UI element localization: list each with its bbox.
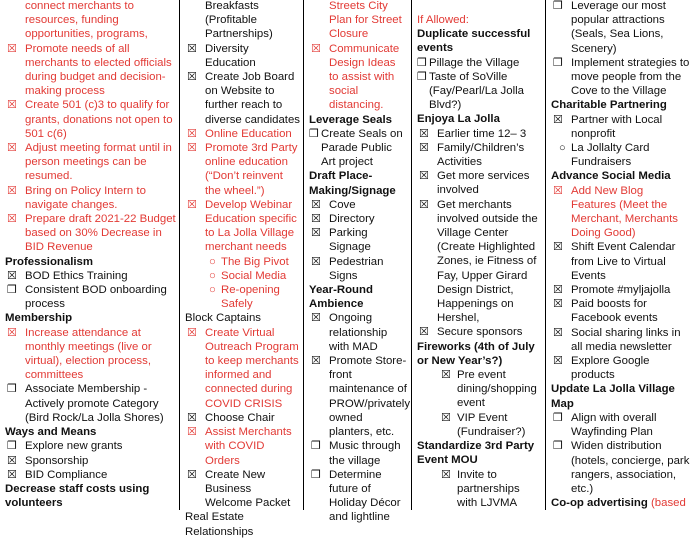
item-text: Leverage our most popular attractions (Seals, Sea Lions, Scenery) xyxy=(571,0,666,55)
circle-bullet-icon: ○ xyxy=(209,269,216,282)
item-text: Get more services involved xyxy=(437,170,530,197)
checklist-item xyxy=(551,297,690,325)
item-text: Prepare draft 2021-22 Budget based on 30% Decrease in BID Revenue xyxy=(25,213,176,254)
column-1 xyxy=(0,0,179,510)
checklist-item xyxy=(5,468,176,482)
checklist-subitem xyxy=(417,468,542,511)
item-text: Invite to partnerships with LJVMA xyxy=(457,468,520,509)
checklist-item xyxy=(5,0,176,42)
checked-box-icon: ☒ xyxy=(311,355,321,368)
empty-box-icon: ❒ xyxy=(553,56,563,69)
section-heading: Charitable Partnering xyxy=(551,99,667,112)
empty-box-icon: ❒ xyxy=(7,284,17,297)
plain-text: Real Estate Relationships xyxy=(185,511,254,538)
checklist-item xyxy=(551,184,690,241)
item-text: Online Education xyxy=(205,127,292,140)
checklist-item xyxy=(185,42,300,70)
item-text: Assist Merchants with COVID Orders xyxy=(205,426,292,467)
heading-text: Co-op advertising xyxy=(551,497,648,510)
empty-box-icon: ❒ xyxy=(311,468,321,481)
checklist-item xyxy=(551,56,690,99)
checklist-item xyxy=(309,311,408,354)
checked-box-icon: ☒ xyxy=(419,127,429,140)
item-text: Develop Webinar Education specific to La Jolla Village merchant needs xyxy=(205,198,297,254)
section-heading: Decrease staff costs using volunteers xyxy=(5,482,150,510)
checked-box-icon: ☒ xyxy=(419,170,429,183)
checklist-item xyxy=(5,42,176,99)
spacer xyxy=(417,0,542,13)
checklist-item xyxy=(309,468,408,525)
checklist-item xyxy=(5,269,176,283)
checklist-item xyxy=(417,70,542,113)
checklist-item xyxy=(309,226,408,254)
checked-box-icon: ☒ xyxy=(311,312,321,325)
checklist-item xyxy=(551,326,690,354)
checked-box-icon: ☒ xyxy=(553,355,563,368)
item-text: BID Compliance xyxy=(25,468,108,481)
item-text: Align with overall Wayfinding Plan xyxy=(571,411,657,439)
section-heading: Leverage Seals xyxy=(309,113,392,126)
checklist-item xyxy=(309,127,408,170)
item-text: Create Seals on Parade Public Art project xyxy=(321,127,403,169)
item-text: Explore new grants xyxy=(25,440,123,453)
checked-box-icon: ☒ xyxy=(553,113,563,126)
plain-text: Breakfasts (Profitable Partnerships) xyxy=(205,0,273,41)
checklist-item xyxy=(185,198,300,255)
item-text: Adjust meeting format until in person meetings can be resumed. xyxy=(25,142,172,183)
circle-bullet-icon: ○ xyxy=(209,284,216,297)
checklist-item xyxy=(5,184,176,212)
checklist-item xyxy=(551,411,690,439)
checked-box-icon: ☒ xyxy=(187,468,197,481)
item-text: Secure sponsors xyxy=(437,326,523,339)
checklist-item xyxy=(5,212,176,255)
checked-box-icon: ☒ xyxy=(7,142,17,155)
item-text: Shift Event Calendar from Live to Virtual Events xyxy=(571,241,676,282)
checked-box-icon: ☒ xyxy=(311,213,321,226)
item-text: connect merchants to resources, funding opportunities, programs, xyxy=(25,0,148,41)
item-text: Implement strategies to move people from the Cove to the Village xyxy=(571,56,690,98)
item-text: Create Virtual Outreach Program to keep merchants informed and connected during COVID CRISIS xyxy=(205,326,299,410)
item-text: Create New Business Welcome Packet xyxy=(205,468,291,510)
checked-box-icon: ☒ xyxy=(7,269,17,282)
section-heading: Ways and Means xyxy=(5,426,97,439)
empty-box-icon: ❒ xyxy=(553,0,563,12)
item-text: Cove xyxy=(329,198,356,211)
checklist-item xyxy=(309,439,408,467)
section-heading: Standardize 3rd Party Event MOU xyxy=(417,440,535,467)
empty-box-icon: ❒ xyxy=(7,440,17,453)
checklist-item xyxy=(551,439,690,496)
section-heading: Professionalism xyxy=(5,255,93,268)
item-text: Pre event dining/shopping event xyxy=(457,369,537,410)
checklist-item xyxy=(309,255,408,283)
item-text: Family/Children’s Activities xyxy=(437,141,525,169)
checked-box-icon: ☒ xyxy=(553,326,563,339)
checked-box-icon: ☒ xyxy=(7,213,17,226)
item-text: Parking Signage xyxy=(329,227,371,254)
checked-box-icon: ☒ xyxy=(311,255,321,268)
item-text: Taste of SoVille (Fay/Pearl/La Jolla Blvd?) xyxy=(429,70,524,112)
item-text: Promote #myljajolla xyxy=(571,284,671,297)
empty-box-icon: ❒ xyxy=(7,383,17,396)
checklist-item xyxy=(417,127,542,141)
item-text: The Big Pivot xyxy=(221,255,289,268)
checked-box-icon: ☒ xyxy=(553,241,563,254)
checked-box-icon: ☒ xyxy=(187,411,197,424)
section-heading: Duplicate successful events xyxy=(417,28,531,55)
item-text: Get merchants involved outside the Village Center (Create Highlighted Zones, ie Fitness of Fay, Upper Girard Design District, Happenings on Hershel, xyxy=(437,198,538,325)
checklist-item xyxy=(417,325,542,339)
checklist-item xyxy=(185,326,300,411)
section-heading-conditional: If Allowed: xyxy=(417,14,469,26)
item-text: Associate Membership - Actively promote Category (Bird Rock/La Jolla Shores) xyxy=(25,383,164,424)
column-5 xyxy=(545,0,693,510)
checklist-item xyxy=(417,141,542,169)
checklist-item xyxy=(185,70,300,127)
checklist-item xyxy=(5,326,176,383)
checklist-item xyxy=(551,354,690,382)
checked-box-icon: ☒ xyxy=(419,141,429,154)
checklist-item xyxy=(185,411,300,425)
checked-box-icon: ☒ xyxy=(7,42,17,55)
checklist-item xyxy=(185,141,300,198)
checked-box-icon: ☒ xyxy=(187,127,197,140)
item-text: Partner with Local nonprofit xyxy=(571,113,663,140)
checked-box-icon: ☒ xyxy=(187,71,197,84)
sub-bullet-item xyxy=(185,269,300,283)
checklist-item xyxy=(309,212,408,226)
checked-box-icon: ☒ xyxy=(311,227,321,240)
column-2 xyxy=(179,0,303,538)
column-4 xyxy=(411,0,545,510)
checklist-item xyxy=(185,468,300,511)
heading-note: (based xyxy=(651,497,686,510)
checklist-item xyxy=(551,283,690,297)
section-heading: Draft Place-Making/Signage xyxy=(309,170,396,197)
checked-box-icon: ☒ xyxy=(7,326,17,339)
checklist-item xyxy=(5,382,176,425)
item-text: VIP Event (Fundraiser?) xyxy=(457,411,526,438)
sub-bullet-item xyxy=(185,255,300,269)
item-text: Music through the village xyxy=(329,440,401,467)
empty-box-icon: ❒ xyxy=(553,440,563,453)
item-text: Pillage the Village xyxy=(429,56,520,69)
checked-box-icon: ☒ xyxy=(187,326,197,339)
item-text: Promote Store-front maintenance of PROW/privately owned planters, etc. xyxy=(329,355,411,439)
section-heading: Advance Social Media xyxy=(551,170,671,183)
column-3 xyxy=(303,0,411,524)
checked-box-icon: ☒ xyxy=(311,198,321,211)
item-text: Increase attendance at monthly meetings (live or virtual), election process, committees xyxy=(25,326,152,382)
item-text: Promote 3rd Party online education (“Don’t reinvent the wheel.”) xyxy=(205,142,298,197)
section-heading: Membership xyxy=(5,312,73,325)
checklist-subitem xyxy=(417,368,542,411)
checked-box-icon: ☒ xyxy=(7,454,17,467)
checklist-item xyxy=(417,198,542,326)
item-text: Promote needs of all merchants to elected officials during budget and decision-making process xyxy=(25,42,172,98)
item-text: Social Media xyxy=(221,269,287,282)
empty-box-icon: ❒ xyxy=(417,70,427,83)
checklist-item xyxy=(417,56,542,70)
checked-box-icon: ☒ xyxy=(187,42,197,55)
section-heading: Update La Jolla Village Map xyxy=(551,383,675,410)
item-text: Sponsorship xyxy=(25,454,89,467)
checklist-subitem xyxy=(417,411,542,439)
item-text: Bring on Policy Intern to navigate changes. xyxy=(25,184,146,211)
checklist-item xyxy=(309,42,408,113)
empty-box-icon: ❒ xyxy=(311,440,321,453)
checklist-item xyxy=(185,425,300,468)
checked-box-icon: ☒ xyxy=(187,426,197,439)
checked-box-icon: ☒ xyxy=(441,369,451,382)
item-text: Create Job Board on Website to further reach to diverse candidates xyxy=(205,71,300,126)
section-heading xyxy=(551,496,690,510)
checked-box-icon: ☒ xyxy=(419,198,429,211)
checklist-item xyxy=(5,141,176,184)
item-text: Paid boosts for Facebook events xyxy=(571,298,658,325)
checklist-item xyxy=(309,198,408,212)
checked-box-icon: ☒ xyxy=(7,99,17,112)
item-text: Re-opening Safely xyxy=(221,284,280,311)
item-text: Social sharing links in all media newsletter xyxy=(571,326,681,353)
item-text: Create 501 (c)3 to qualify for grants, donations not open to 501 c(6) xyxy=(25,99,173,140)
item-text: La Jollalty Card Fundraisers xyxy=(571,142,650,169)
empty-box-icon: ❒ xyxy=(553,411,563,424)
circle-bullet-icon: ○ xyxy=(209,255,216,268)
item-text: Widen distribution (hotels, concierge, park rangers, association, etc.) xyxy=(571,440,690,495)
checked-box-icon: ☒ xyxy=(187,142,197,155)
checked-box-icon: ☒ xyxy=(553,284,563,297)
circle-bullet-icon: ○ xyxy=(559,142,566,155)
checklist-item xyxy=(417,169,542,197)
item-text: Diversity Education xyxy=(205,42,256,69)
checked-box-icon: ☒ xyxy=(7,468,17,481)
item-text: Ongoing relationship with MAD xyxy=(329,312,388,353)
checked-box-icon: ☒ xyxy=(441,411,451,424)
item-text: Determine future of Holiday Décor and lightline xyxy=(329,468,401,524)
item-text: Explore Google products xyxy=(571,355,650,382)
empty-box-icon: ❒ xyxy=(309,127,319,140)
checklist-item xyxy=(551,240,690,283)
item-text: BOD Ethics Training xyxy=(25,269,128,282)
item-text: Pedestrian Signs xyxy=(329,255,384,282)
checked-box-icon: ☒ xyxy=(553,184,563,197)
section-heading: Year-Round Ambience xyxy=(309,284,373,311)
item-text: Directory xyxy=(329,213,375,226)
item-text: Consistent BOD onboarding process xyxy=(25,284,167,311)
checklist-item xyxy=(551,113,690,141)
checklist-item xyxy=(551,0,690,56)
section-heading: Fireworks (4th of July or New Year’s?) xyxy=(417,340,535,367)
checklist-item xyxy=(5,454,176,468)
plain-text: Streets City Plan for Street Closure xyxy=(329,0,402,41)
sub-bullet-item xyxy=(185,283,300,311)
checklist-item xyxy=(5,283,176,311)
item-text: Choose Chair xyxy=(205,411,275,424)
checked-box-icon: ☒ xyxy=(311,42,321,55)
empty-box-icon: ❒ xyxy=(417,56,427,69)
item-text: Communicate Design Ideas to assist with social distancing. xyxy=(329,42,400,112)
item-text: Earlier time 12– 3 xyxy=(437,127,527,140)
checked-box-icon: ☒ xyxy=(187,198,197,211)
item-text: Add New Blog Features (Meet the Merchant, Merchants Doing Good) xyxy=(571,184,678,240)
checked-box-icon: ☒ xyxy=(419,326,429,339)
plain-text: Block Captains xyxy=(185,312,261,325)
checked-box-icon: ☒ xyxy=(441,468,451,481)
checklist-item xyxy=(309,354,411,439)
checklist-item xyxy=(185,127,300,141)
section-heading: Enjoya La Jolla xyxy=(417,113,500,126)
checked-box-icon: ☒ xyxy=(7,184,17,197)
checklist-item xyxy=(5,439,176,453)
checked-box-icon: ☒ xyxy=(553,298,563,311)
checklist-item xyxy=(551,141,690,169)
checklist-item xyxy=(5,98,176,141)
